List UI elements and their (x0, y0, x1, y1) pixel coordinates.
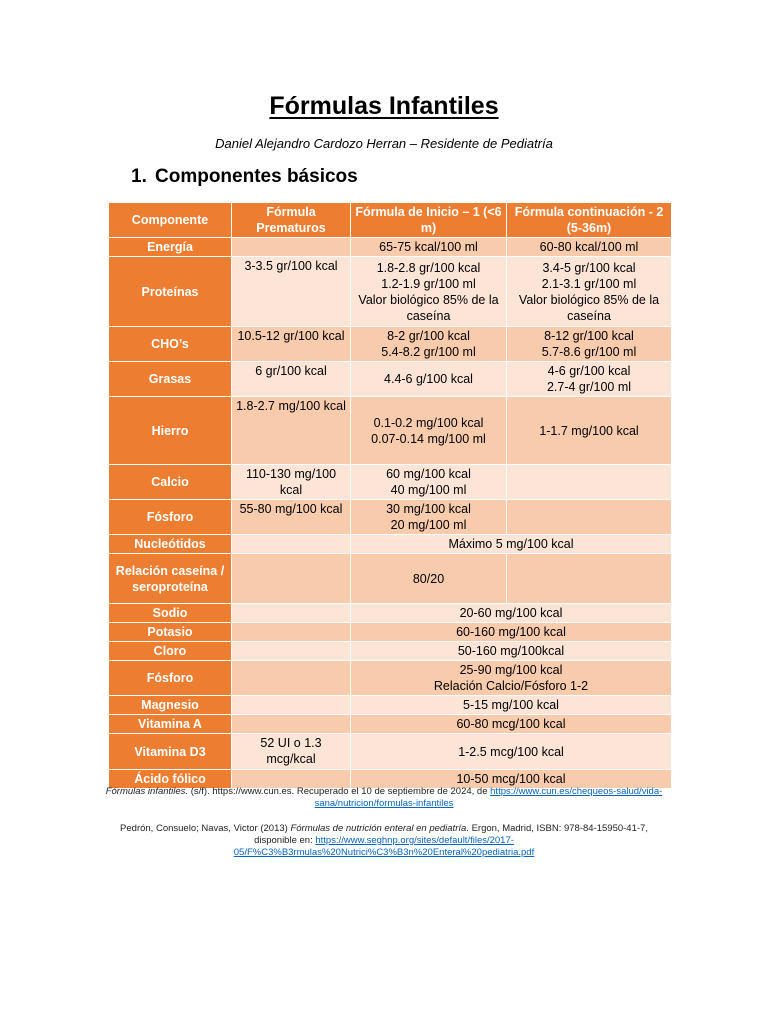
row-label: Ácido fólico (109, 770, 232, 789)
table-row (109, 362, 672, 397)
table-row (109, 661, 672, 696)
reference-2-title: Fórmulas de nutrición enteral en pediatría (290, 823, 467, 834)
cell-merged: 5-15 mg/100 kcal (351, 696, 672, 715)
cell-inicio: 30 mg/100 kcal 20 mg/100 ml (351, 500, 507, 535)
row-label: Grasas (109, 362, 232, 397)
row-label: Vitamina D3 (109, 734, 232, 770)
cell-prematuros: 10.5-12 gr/100 kcal (232, 327, 351, 362)
cell-merged: Máximo 5 mg/100 kcal (351, 535, 672, 554)
row-label: Relación caseína / seroproteína (109, 554, 232, 604)
cell-prematuros (232, 696, 351, 715)
reference-1 (104, 786, 664, 810)
author-line: Daniel Alejandro Cardozo Herran – Residente de Pediatría (215, 136, 553, 151)
cell-inicio: 60 mg/100 kcal 40 mg/100 ml (351, 465, 507, 500)
header-inicio: Fórmula de Inicio – 1 (<6 m) (351, 203, 507, 238)
cell-prematuros (232, 642, 351, 661)
row-label: Energía (109, 238, 232, 257)
cell-continuacion: 8-12 gr/100 kcal 5.7-8.6 gr/100 ml (507, 327, 672, 362)
table-row (109, 715, 672, 734)
section-title: Componentes básicos (155, 166, 358, 187)
cell-merged: 25-90 mg/100 kcal Relación Calcio/Fósforo 1-2 (351, 661, 672, 696)
table-row (109, 642, 672, 661)
cell-merged: 60-160 mg/100 kcal (351, 623, 672, 642)
cell-prematuros: 110-130 mg/100 kcal (232, 465, 351, 500)
row-label: Magnesio (109, 696, 232, 715)
table-row (109, 623, 672, 642)
header-prematuros: Fórmula Prematuros (232, 203, 351, 238)
row-label: Nucleótidos (109, 535, 232, 554)
cell-inicio: 8-2 gr/100 kcal 5.4-8.2 gr/100 ml (351, 327, 507, 362)
cell-prematuros: 6 gr/100 kcal (232, 362, 351, 397)
table-row (109, 500, 672, 535)
cell-inicio: 1.8-2.8 gr/100 kcal 1.2-1.9 gr/100 ml Valor biológico 85% de la caseína (351, 257, 507, 327)
cell-prematuros: 3-3.5 gr/100 kcal (232, 257, 351, 327)
cell-merged: 1-2.5 mcg/100 kcal (351, 734, 672, 770)
cell-merged: 10-50 mcg/100 kcal (351, 770, 672, 789)
cell-continuacion: 4-6 gr/100 kcal 2.7-4 gr/100 ml (507, 362, 672, 397)
row-label: Cloro (109, 642, 232, 661)
reference-1-title: Fórmulas infantiles. (105, 786, 189, 797)
cell-continuacion (507, 500, 672, 535)
components-table (108, 202, 672, 789)
table-row (109, 238, 672, 257)
cell-merged: 50-160 mg/100kcal (351, 642, 672, 661)
header-componente: Componente (109, 203, 232, 238)
reference-2 (104, 823, 664, 859)
row-label: Fósforo (109, 661, 232, 696)
cell-continuacion: 3.4-5 gr/100 kcal 2.1-3.1 gr/100 ml Valor biológico 85% de la caseína (507, 257, 672, 327)
cell-inicio: 80/20 (351, 554, 507, 604)
table-row (109, 397, 672, 465)
cell-prematuros (232, 715, 351, 734)
cell-inicio: 0.1-0.2 mg/100 kcal 0.07-0.14 mg/100 ml (351, 397, 507, 465)
header-continuacion: Fórmula continuación - 2 (5-36m) (507, 203, 672, 238)
cell-inicio: 65-75 kcal/100 ml (351, 238, 507, 257)
row-label: CHO’s (109, 327, 232, 362)
reference-1-text: (s/f). https://www.cun.es. Recuperado el 10 de septiembre de 2024, de (188, 786, 491, 797)
table-row (109, 535, 672, 554)
table-row (109, 696, 672, 715)
table-row (109, 327, 672, 362)
table-row (109, 554, 672, 604)
row-label: Fósforo (109, 500, 232, 535)
reference-2-authors: Pedrón, Consuelo; Navas, Victor (2013) (120, 823, 291, 834)
row-label: Potasio (109, 623, 232, 642)
row-label: Hierro (109, 397, 232, 465)
cell-continuacion: 1-1.7 mg/100 kcal (507, 397, 672, 465)
table-row (109, 465, 672, 500)
cell-merged: 20-60 mg/100 kcal (351, 604, 672, 623)
cell-prematuros: 52 UI o 1.3 mcg/kcal (232, 734, 351, 770)
table-row (109, 604, 672, 623)
reference-1-link[interactable]: https://www.cun.es/chequeos-salud/vida-sana/nutricion/formulas-infantiles (314, 786, 663, 809)
row-label: Vitamina A (109, 715, 232, 734)
row-label: Calcio (109, 465, 232, 500)
cell-prematuros (232, 661, 351, 696)
row-label: Sodio (109, 604, 232, 623)
cell-prematuros: 1.8-2.7 mg/100 kcal (232, 397, 351, 465)
section-heading (131, 166, 358, 188)
cell-continuacion: 60-80 kcal/100 ml (507, 238, 672, 257)
section-number: 1. (131, 166, 147, 187)
cell-prematuros: 55-80 mg/100 kcal (232, 500, 351, 535)
cell-merged: 60-80 mcg/100 kcal (351, 715, 672, 734)
cell-prematuros (232, 238, 351, 257)
cell-prematuros (232, 623, 351, 642)
reference-2-link[interactable]: https://www.seghnp.org/sites/default/files/2017-05/F%C3%B3rmulas%20Nutrici%C3%B3n%20Enteral%20pediatria.pdf (233, 835, 535, 858)
table-row (109, 734, 672, 770)
cell-prematuros (232, 554, 351, 604)
table-row (109, 257, 672, 327)
cell-continuacion (507, 554, 672, 604)
cell-continuacion (507, 465, 672, 500)
cell-prematuros (232, 604, 351, 623)
row-label: Proteínas (109, 257, 232, 327)
cell-prematuros (232, 535, 351, 554)
reference-2-publisher: . Ergon, Madrid, ISBN: 978-84-15950-41-7, disponible en: (254, 823, 648, 846)
document-title: Fórmulas Infantiles (269, 92, 499, 120)
cell-inicio: 4.4-6 g/100 kcal (351, 362, 507, 397)
